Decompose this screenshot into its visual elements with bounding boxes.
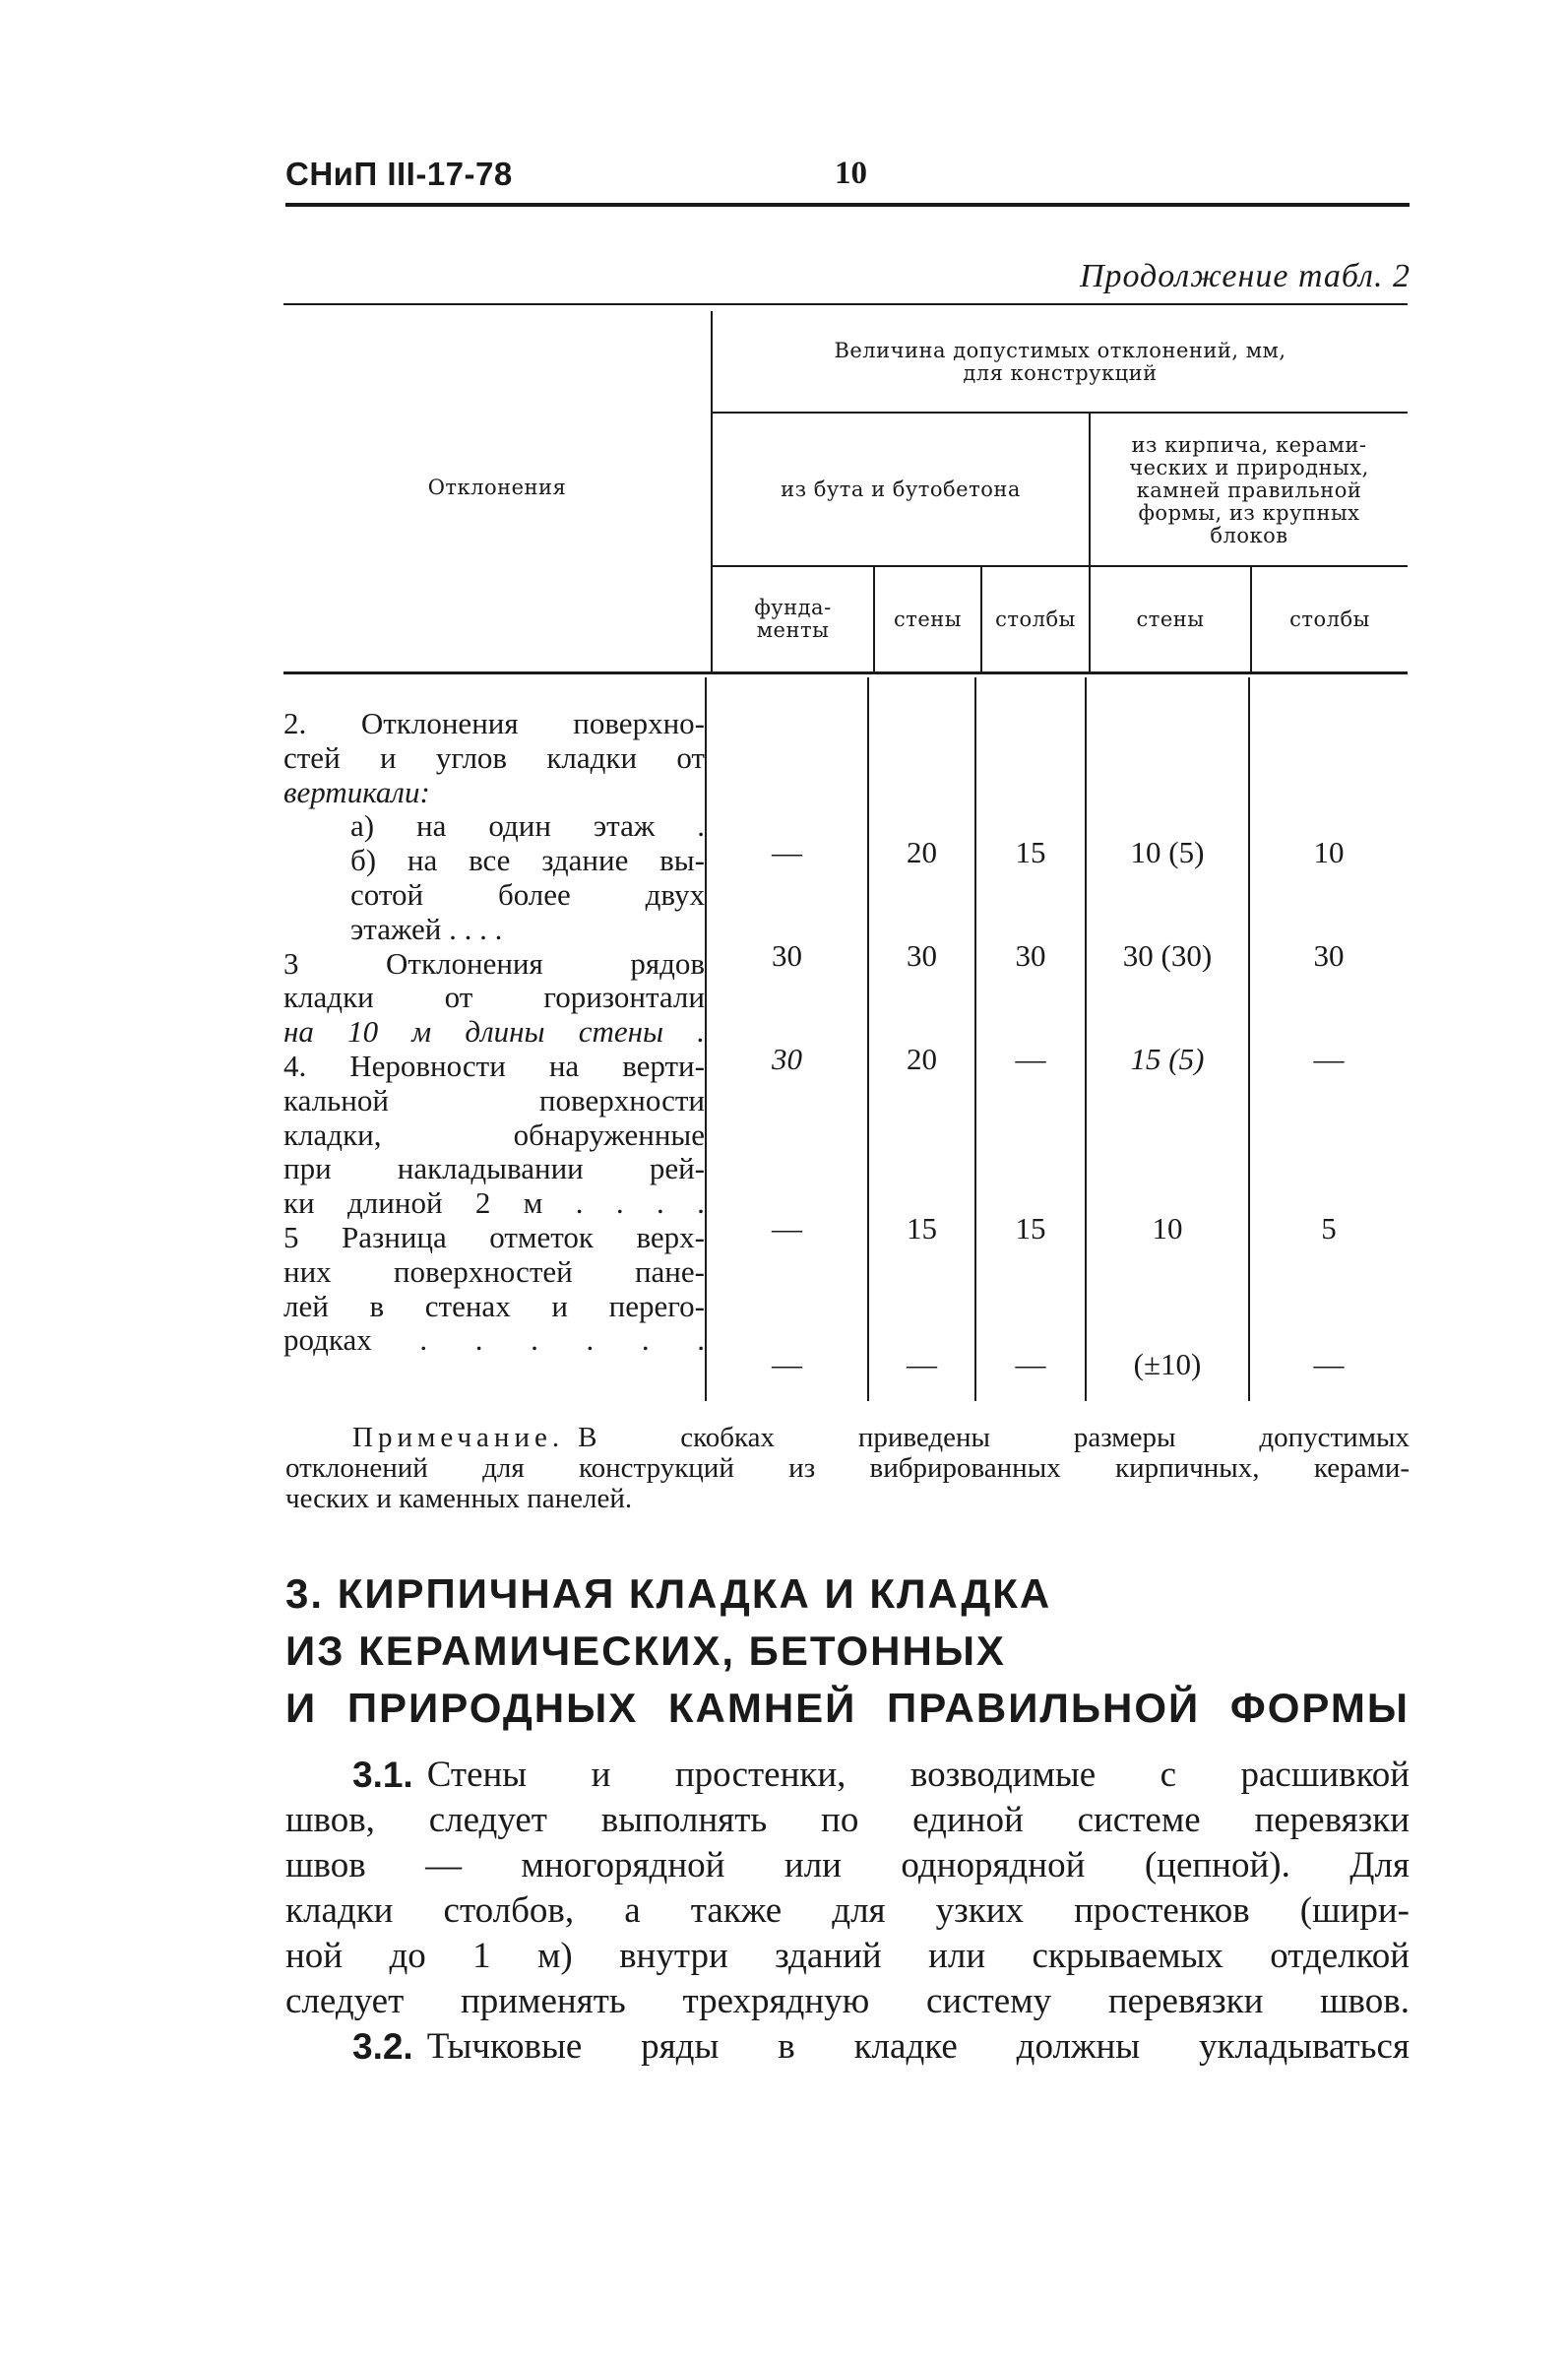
- row-word: на: [548, 1049, 580, 1083]
- col-header-walls-rubble: стены: [893, 607, 963, 631]
- paragraph-line: кладки столбов, а также для узких простенков (шири-: [285, 1890, 1410, 1931]
- row-word: поверхно-: [573, 707, 705, 740]
- row-word: длины: [465, 1015, 545, 1050]
- clause-number: 3.1.: [352, 1755, 413, 1795]
- row-word: этаж: [593, 809, 656, 844]
- row-word: лей: [283, 1289, 329, 1323]
- row-header-label: Отклонения: [427, 475, 567, 499]
- paragraph-line: следует применять трехрядную систему перевязки швов.: [285, 1981, 1410, 2021]
- body-divider-walls: [867, 677, 869, 1401]
- row-word: обнаруженные: [513, 1118, 705, 1152]
- paragraph-line: швов, следует выполнять по единой системе перевязки: [285, 1800, 1410, 1840]
- subheader-brick-line: формы, из крупных: [1138, 500, 1360, 525]
- cell-value: 20: [907, 835, 937, 869]
- row-word: верх-: [636, 1220, 705, 1254]
- subheader-brick-line: ческих и природных,: [1129, 455, 1369, 479]
- row-word: кладки: [283, 981, 374, 1015]
- row-word: на: [283, 1015, 314, 1050]
- note-line: отклонений для конструкций из вибрированных кирпичных, керами-: [285, 1452, 1410, 1484]
- row-word: отметок: [489, 1220, 594, 1254]
- group-header-cell: [713, 323, 1408, 402]
- row-word: в: [369, 1289, 385, 1323]
- running-head: [285, 156, 1408, 199]
- row-line: [283, 1290, 705, 1324]
- row-line: [283, 1118, 705, 1153]
- heading-line: И ПРИРОДНЫХ КАМНЕЙ ПРАВИЛЬНОЙ ФОРМЫ: [285, 1685, 1410, 1731]
- row-word: стены: [578, 1015, 663, 1050]
- row-word: углов: [435, 740, 508, 775]
- row-word: м: [411, 1015, 432, 1050]
- row-line: [283, 707, 705, 741]
- row-word: .: [697, 1015, 705, 1050]
- note-label: Примечание.: [352, 1422, 565, 1453]
- cell-value: —: [1313, 1042, 1345, 1076]
- row-word: здание: [541, 844, 629, 878]
- row-word: горизонтали: [543, 981, 705, 1015]
- row-word: .: [697, 1186, 705, 1221]
- section-heading: [285, 1565, 1410, 1737]
- row-line: [283, 1255, 705, 1290]
- row-word: сотой: [350, 877, 424, 912]
- body-divider-stub: [705, 677, 707, 1401]
- note-line: [285, 1423, 1410, 1453]
- row-word: Разница: [341, 1220, 447, 1254]
- row-word: двух: [645, 877, 705, 912]
- row-line: вертикали:: [283, 775, 430, 809]
- row-word: стей: [283, 740, 341, 775]
- row-word: и: [551, 1289, 568, 1323]
- row-line: [283, 1186, 705, 1221]
- row-word: них: [283, 1254, 332, 1289]
- col-header-columns-rubble: столбы: [995, 607, 1076, 631]
- row-word: рядов: [630, 946, 705, 981]
- cell-value: —: [1313, 1347, 1345, 1381]
- col-header-walls-brick: стены: [1136, 607, 1205, 631]
- body-divider-walls-2: [1248, 677, 1250, 1401]
- subheader-brick-line: из кирпича, керами-: [1131, 432, 1367, 457]
- row-word: б): [350, 844, 377, 878]
- row-word: 5: [283, 1220, 299, 1254]
- cell-value: (±10): [1133, 1347, 1202, 1381]
- row-line: [283, 1152, 705, 1186]
- row-word: 2: [474, 1186, 491, 1221]
- cell-value: 30: [1015, 938, 1046, 973]
- body-divider-columns: [974, 677, 976, 1401]
- cell-value: —: [907, 1347, 937, 1381]
- subheader-brick: [1091, 419, 1408, 561]
- row-word: перего-: [608, 1289, 705, 1323]
- row-line: [283, 1084, 705, 1118]
- row-word: от: [444, 981, 473, 1015]
- row-word: поверхности: [538, 1083, 705, 1118]
- table-note: [285, 1423, 1410, 1514]
- cell-value: 15: [1015, 1211, 1046, 1245]
- row-line: [283, 1323, 705, 1358]
- deviations-table: [283, 303, 1408, 1411]
- cell-value: 10: [1152, 1211, 1183, 1245]
- document-code: СНиП III-17-78: [285, 156, 513, 192]
- page-number: 10: [835, 156, 867, 191]
- group-header-line-1: Величина допустимых отклонений, мм,: [834, 339, 1286, 362]
- row-word: от: [676, 740, 705, 775]
- row-word: кладки,: [283, 1118, 382, 1152]
- note-line: ческих и каменных панелей.: [285, 1483, 633, 1514]
- paragraph-line: 3.1. Стены и простенки, возводимые с расшивкой: [285, 1753, 1410, 1798]
- row-line: [283, 1015, 705, 1050]
- row-word: стенах: [424, 1289, 511, 1323]
- cell-value: 15 (5): [1130, 1042, 1205, 1076]
- paragraph-line: 3.2. Тычковые ряды в кладке должны укладываться: [285, 2024, 1410, 2070]
- row-word: верти-: [622, 1049, 705, 1083]
- cell-value: —: [772, 1347, 802, 1381]
- row-word: .: [697, 809, 705, 844]
- header-bottom-rule: [283, 671, 1408, 674]
- row-line: [283, 809, 705, 844]
- col-header-foundations: фунда- менты: [754, 596, 832, 642]
- row-header-cell: [283, 303, 711, 671]
- row-line: [283, 947, 705, 982]
- row-word: ки: [283, 1186, 315, 1221]
- group-header-line-2: для конструкций: [963, 361, 1158, 385]
- row-word: м: [523, 1186, 543, 1221]
- cell-value: —: [772, 1211, 802, 1245]
- row-word: Отклонения: [360, 707, 519, 740]
- row-word: 3: [283, 946, 299, 981]
- row-word: Отклонения: [386, 946, 543, 981]
- paragraph-line: швов — многорядной или однорядной (цепной). Для: [285, 1845, 1410, 1885]
- row-word: а): [350, 809, 375, 844]
- subheader-brick-line: блоков: [1210, 523, 1288, 547]
- subheader-brick-line: камней правильной: [1136, 478, 1362, 502]
- row-word: и: [379, 740, 397, 775]
- cell-value: 20: [907, 1042, 937, 1076]
- row-word: более: [497, 877, 571, 912]
- row-word: .: [641, 1323, 650, 1358]
- table-continuation-label: Продолжение табл. 2: [1079, 258, 1411, 294]
- col-header-columns-brick: столбы: [1289, 607, 1370, 631]
- row-word: вы-: [659, 844, 705, 878]
- row-word: рей-: [649, 1152, 705, 1186]
- row-word: .: [586, 1323, 595, 1358]
- header-rule: [285, 203, 1410, 207]
- heading-line: 3. КИРПИЧНАЯ КЛАДКА И КЛАДКА: [285, 1570, 1052, 1617]
- row-word: при: [283, 1152, 332, 1186]
- row-word: все: [469, 844, 511, 878]
- cell-value: 15: [907, 1211, 937, 1245]
- row-word: .: [615, 1186, 624, 1221]
- cell-value: —: [1015, 1042, 1046, 1076]
- heading-line: ИЗ КЕРАМИЧЕСКИХ, БЕТОННЫХ: [285, 1628, 1006, 1674]
- row-word: кальной: [283, 1083, 389, 1118]
- cell-value: 10: [1313, 835, 1345, 869]
- clause-number: 3.2.: [352, 2026, 413, 2067]
- row-word: .: [575, 1186, 584, 1221]
- row-line: [283, 1221, 705, 1255]
- row-word: .: [474, 1323, 483, 1358]
- subheader-rubble: из бута и бутобетона: [781, 477, 1021, 501]
- row-descriptions: [283, 707, 705, 1358]
- row-word: кладки: [546, 740, 638, 775]
- cell-value: 30 (30): [1122, 938, 1213, 973]
- row-word: на: [416, 809, 447, 844]
- row-word: один: [488, 809, 551, 844]
- cell-value: —: [1015, 1347, 1046, 1381]
- row-line: [283, 878, 705, 913]
- row-word: .: [697, 1323, 705, 1358]
- row-word: 2.: [283, 707, 307, 740]
- cell-value: 30: [907, 938, 937, 973]
- row-word: на: [407, 844, 438, 878]
- row-word: 4.: [283, 1049, 307, 1083]
- cell-value: 30: [772, 1042, 802, 1076]
- row-line: этажей . . . .: [350, 912, 503, 946]
- row-word: накладывании: [397, 1152, 584, 1186]
- paragraph-line: ной до 1 м) внутри зданий или скрываемых отделкой: [285, 1936, 1410, 1976]
- cell-value: 5: [1321, 1211, 1337, 1245]
- row-line: [283, 741, 705, 776]
- row-line: [283, 844, 705, 878]
- row-word: длиной: [347, 1186, 443, 1221]
- row-word: пане-: [634, 1254, 705, 1289]
- row-word: 10: [347, 1015, 379, 1050]
- row-word: Неровности: [349, 1049, 506, 1083]
- row-line: [283, 981, 705, 1015]
- cell-value: 30: [772, 938, 802, 973]
- row-word: .: [657, 1186, 664, 1221]
- note-text: В скобках приведены размеры допустимых: [578, 1422, 1410, 1453]
- cell-value: —: [772, 835, 802, 869]
- body-divider-group: [1085, 677, 1087, 1401]
- row-word: .: [531, 1323, 538, 1358]
- row-word: .: [419, 1323, 428, 1358]
- cell-value: 15: [1015, 835, 1046, 869]
- cell-value: 10 (5): [1130, 835, 1205, 869]
- cell-value: 30: [1313, 938, 1345, 973]
- row-word: родках: [283, 1323, 372, 1358]
- section-body: [285, 1753, 1410, 2070]
- row-word: поверхностей: [393, 1254, 573, 1289]
- row-line: [283, 1050, 705, 1084]
